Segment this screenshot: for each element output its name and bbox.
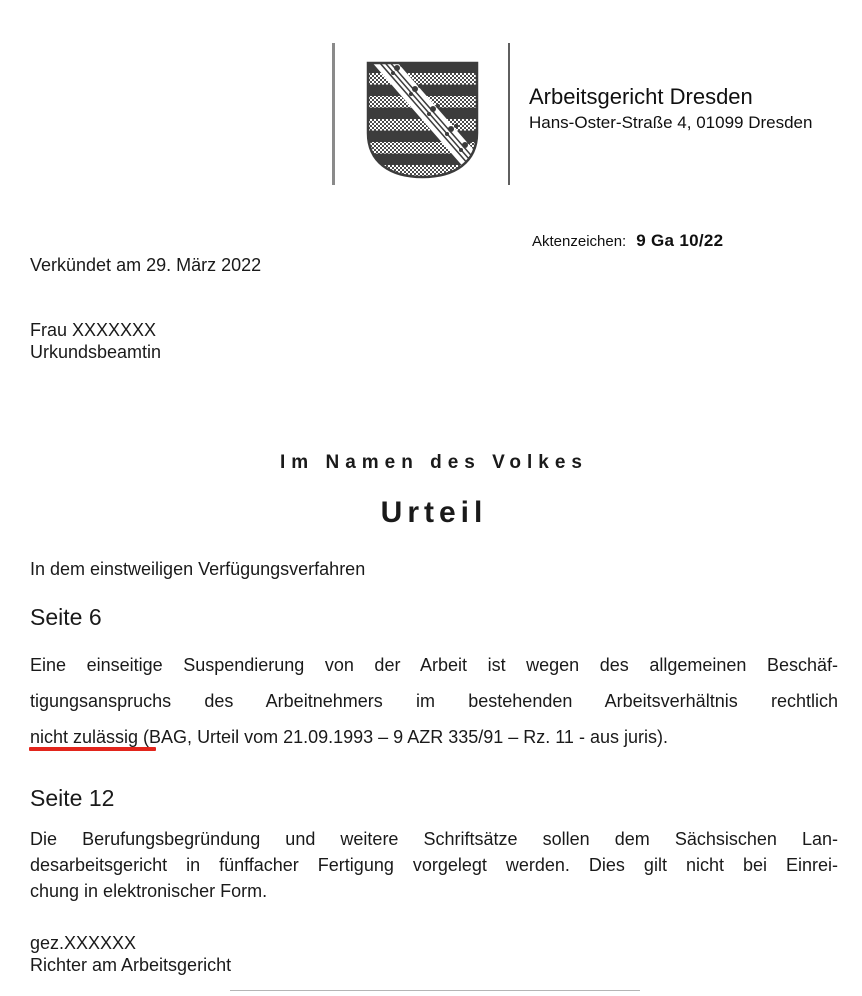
case-number-label: Aktenzeichen: — [532, 233, 627, 250]
paragraph-line: nicht zulässig (BAG, Urteil vom 21.09.1993 – 9 AZR 335/91 – Rz. 11 - aus juris). — [30, 727, 668, 747]
header-right-rule — [508, 43, 510, 185]
paragraph-line: Eine einseitige Suspendierung von der Arbeit ist wegen des allgemeinen Beschäf- — [30, 655, 838, 675]
court-name: Arbeitsgericht Dresden — [529, 84, 753, 109]
in-the-name-heading: Im Namen des Volkes — [280, 452, 588, 473]
paragraph-line: Die Berufungsbegründung und weitere Schriftsätze sollen dem Sächsischen Lan- — [30, 829, 838, 849]
pronounced-date: Verkündet am 29. März 2022 — [30, 255, 262, 275]
header-left-rule — [332, 43, 335, 185]
clerk-name: Frau XXXXXXX — [30, 320, 157, 340]
case-number-row — [532, 231, 723, 251]
proceeding-line: In dem einstweiligen Verfügungsverfahren — [30, 559, 366, 579]
paragraph-line: chung in elektronischer Form. — [30, 881, 268, 901]
judgment-title: Urteil — [380, 496, 488, 529]
signature-title: Richter am Arbeitsgericht — [30, 955, 232, 975]
case-number-value: 9 Ga 10/22 — [636, 231, 724, 250]
red-underline-annotation — [29, 747, 156, 751]
saxony-coat-of-arms-icon — [366, 61, 479, 179]
clerk-title: Urkundsbeamtin — [30, 342, 162, 362]
section-seite-12-paragraph — [30, 826, 838, 904]
section-heading-seite-12: Seite 12 — [30, 785, 115, 811]
section-heading-seite-6: Seite 6 — [30, 604, 102, 630]
footer-rule — [230, 990, 640, 991]
court-address: Hans-Oster-Straße 4, 01099 Dresden — [529, 113, 813, 132]
paragraph-line: desarbeitsgericht in fünffacher Fertigung vorgelegt werden. Dies gilt nicht bei Einrei- — [30, 855, 838, 875]
signature-block — [30, 932, 231, 976]
clerk-block — [30, 319, 161, 363]
paragraph-line: tigungsanspruchs des Arbeitnehmers im bestehenden Arbeitsverhältnis rechtlich — [30, 691, 838, 711]
section-seite-6-paragraph — [30, 647, 838, 755]
signature-signed: gez.XXXXXX — [30, 933, 137, 953]
